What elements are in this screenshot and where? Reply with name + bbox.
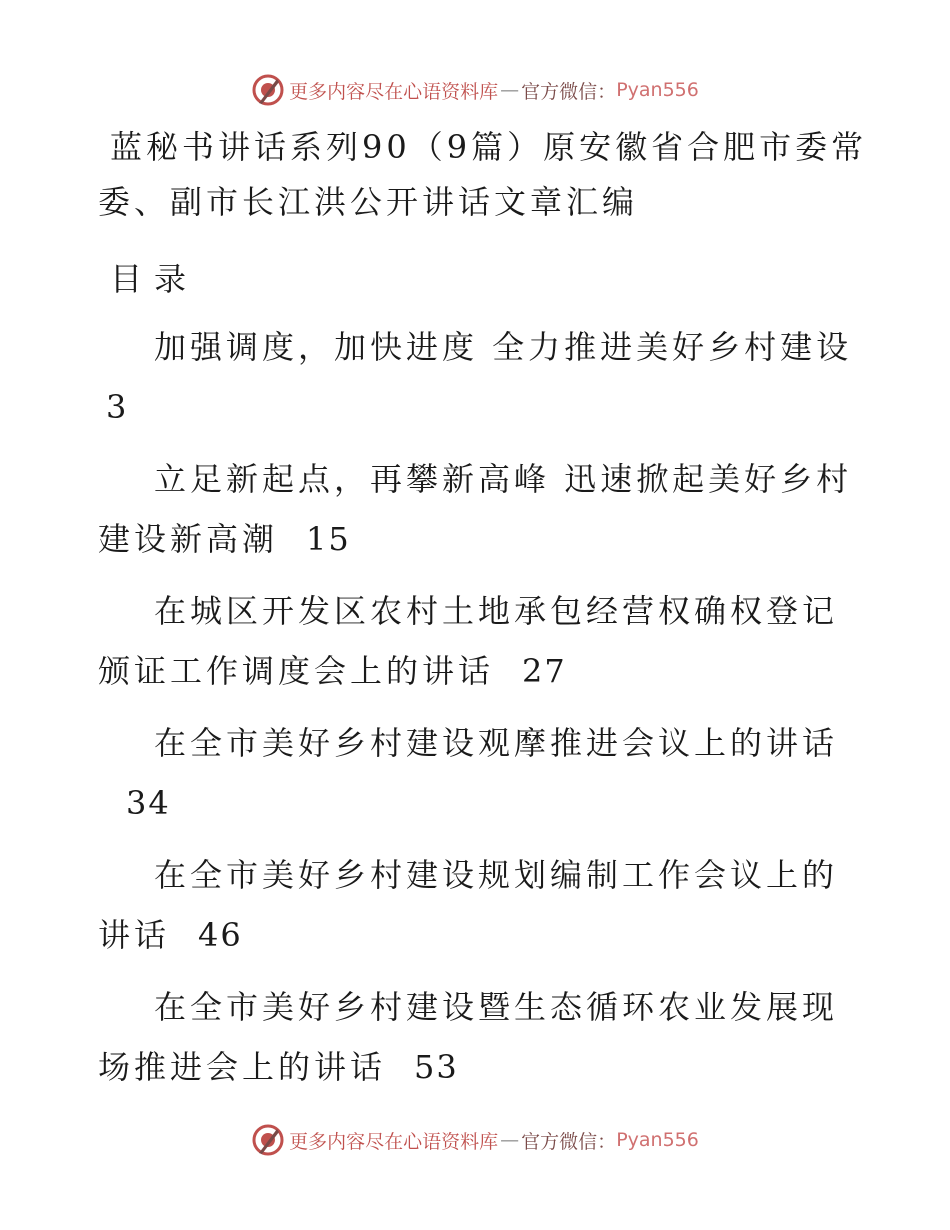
banner-dash: — (500, 79, 520, 101)
quill-logo-icon (251, 1123, 285, 1157)
toc-entry-page: 34 (126, 784, 171, 822)
banner-dash: — (500, 1129, 520, 1151)
toc-entry[interactable] (98, 845, 868, 965)
toc-entry-title: 在城区开发区农村土地承包经营权确权登记颁证工作调度会上的讲话 (98, 592, 839, 690)
toc-entry-title: 立足新起点，再攀新高峰 迅速掀起美好乡村建设新高潮 (98, 460, 853, 558)
banner-wechat-label: 官方微信： (521, 1130, 617, 1153)
banner-site-text: 更多内容尽在心语资料库 (289, 80, 499, 103)
toc-entry-page: 3 (106, 388, 129, 426)
table-of-contents (98, 317, 868, 1097)
toc-heading: 目录 (110, 260, 199, 298)
banner-wechat-id: Pyan556 (616, 79, 699, 101)
toc-entry-title: 在全市美好乡村建设观摩推进会议上的讲话 (154, 724, 839, 762)
toc-entry-page: 27 (522, 652, 567, 690)
title-line-1: 蓝秘书讲话系列90（9篇）原安徽省合肥市委常 (110, 128, 868, 166)
toc-entry[interactable] (98, 581, 868, 701)
document-title (98, 120, 868, 230)
toc-entry[interactable] (98, 317, 868, 437)
toc-entry-title: 在全市美好乡村建设暨生态循环农业发展现场推进会上的讲话 (98, 988, 839, 1086)
document-body (98, 120, 868, 1097)
banner-wechat-id: Pyan556 (616, 1129, 699, 1151)
toc-entry-title: 在全市美好乡村建设规划编制工作会议上的讲话 (98, 856, 839, 954)
toc-entry-page: 53 (414, 1048, 459, 1086)
banner-wechat-label: 官方微信： (521, 80, 617, 103)
toc-entry[interactable] (98, 977, 868, 1097)
toc-entry[interactable] (98, 449, 868, 569)
toc-entry-page: 15 (306, 520, 351, 558)
quill-logo-icon (251, 73, 285, 107)
banner-site-text: 更多内容尽在心语资料库 (289, 1130, 499, 1153)
header-watermark-banner (0, 70, 950, 110)
toc-entry-page: 46 (198, 916, 243, 954)
footer-watermark-banner (0, 1120, 950, 1160)
toc-entry-title: 加强调度，加快进度 全力推进美好乡村建设 (154, 328, 853, 366)
title-line-2: 委、副市长江洪公开讲话文章汇编 (98, 183, 639, 221)
toc-entry[interactable] (98, 713, 868, 833)
